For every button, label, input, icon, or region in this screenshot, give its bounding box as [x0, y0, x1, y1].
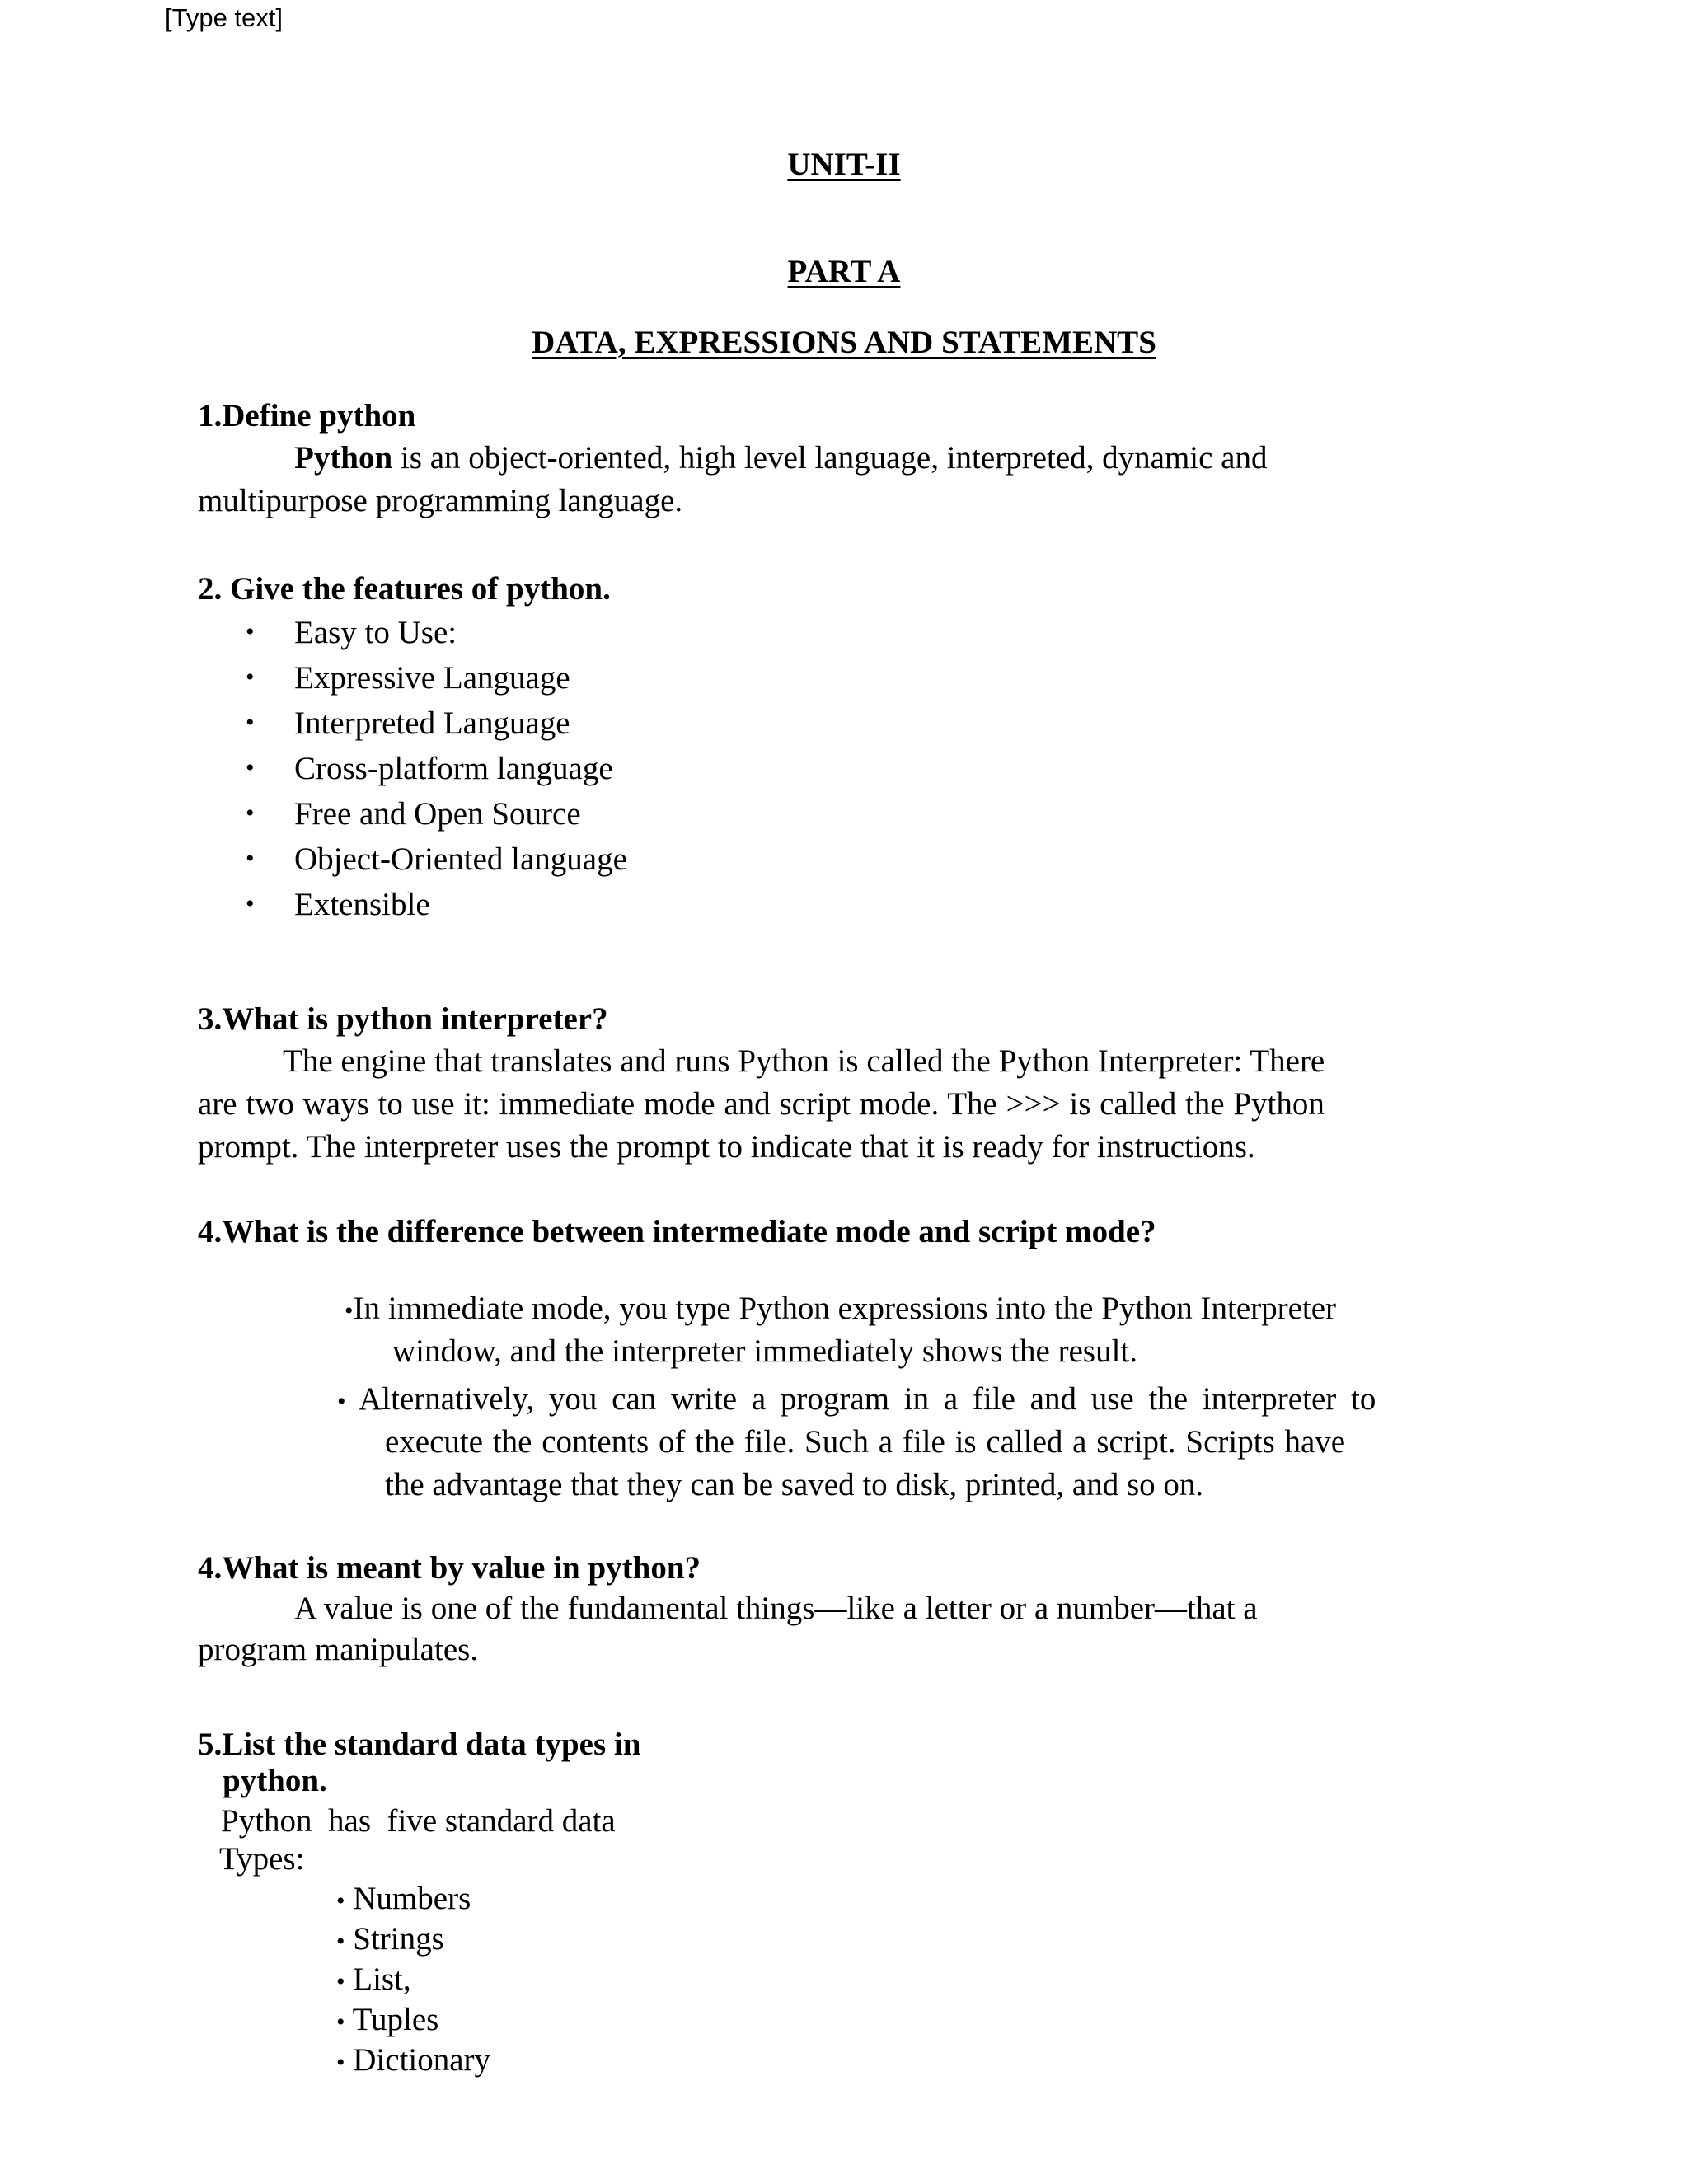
bullet-icon: •	[336, 2049, 345, 2076]
section-title: DATA, EXPRESSIONS AND STATEMENTS	[532, 325, 1156, 360]
list-item	[336, 1960, 411, 2002]
question-1-answer-text-1: is an object-oriented, high level language, interpreted, dynamic and	[392, 440, 1268, 476]
question-4-title: What is the difference between intermediate mode and script mode?	[222, 1214, 1156, 1249]
question-5-title-line-2: python.	[223, 1763, 327, 1798]
feature-item-text: Expressive Language	[294, 660, 570, 696]
unit-title: UNIT-II	[787, 147, 901, 182]
feature-item-text: Easy to Use:	[294, 615, 457, 650]
question-5-intro-line-1: Python has five standard data	[221, 1803, 616, 1839]
immediate-mode-line-1: In immediate mode, you type Python expressions into the Python Interpreter	[353, 1291, 1337, 1326]
question-3-answer-line-1: The engine that translates and runs Python is called the Python Interpreter: There	[283, 1043, 1325, 1079]
bullet-icon: •	[246, 709, 255, 736]
list-item	[336, 2041, 490, 2083]
question-3-title: What is python interpreter?	[222, 1001, 608, 1037]
question-4b-answer-line-2: program manipulates.	[198, 1632, 479, 1667]
script-mode-line-2: execute the contents of the file. Such a file is called a script. Scripts have	[385, 1424, 1346, 1460]
question-3-answer-line-2: are two ways to use it: immediate mode and script mode. The >>> is called the Python	[198, 1086, 1325, 1122]
data-type-text: Numbers	[353, 1881, 471, 1916]
part-title: PART A	[787, 254, 901, 289]
header-placeholder-text[interactable]: [Type text]	[165, 3, 284, 32]
question-3-number: 3.	[198, 1001, 223, 1037]
bullet-icon: •	[336, 1968, 345, 1995]
question-4b-heading	[198, 1549, 701, 1587]
question-4b-title: What is meant by value in python?	[222, 1550, 701, 1586]
question-4-number: 4.	[198, 1214, 223, 1249]
bullet-icon: •	[246, 663, 255, 691]
bullet-icon: •	[336, 1928, 345, 1955]
bullet-icon: •	[337, 1388, 346, 1415]
bullet-icon: •	[336, 2008, 345, 2036]
question-5-number: 5.	[198, 1727, 223, 1762]
question-5-title-line-1: List the standard data types in	[222, 1727, 641, 1762]
question-3-heading	[198, 1001, 608, 1038]
bullet-icon: •	[246, 618, 255, 645]
list-item	[345, 1287, 1336, 1333]
question-1-heading	[198, 397, 415, 435]
immediate-mode-line-2: window, and the interpreter immediately shows the result.	[392, 1333, 1137, 1369]
question-1-answer-line-2: multipurpose programming language.	[198, 483, 683, 518]
question-1-title: Define python	[222, 398, 416, 434]
question-4b-answer-line-1: A value is one of the fundamental things—like a letter or a number—that a	[294, 1591, 1258, 1626]
feature-item-text: Cross-platform language	[294, 751, 613, 786]
question-4b-number: 4.	[198, 1550, 223, 1586]
script-mode-line-1: Alternatively, you can write a program in a file and use the interpreter to	[359, 1381, 1376, 1417]
bullet-icon: •	[246, 890, 255, 917]
data-type-text: Tuples	[352, 2002, 439, 2037]
script-mode-line-3: the advantage that they can be saved to disk, printed, and so on.	[385, 1467, 1204, 1502]
bullet-icon: •	[246, 754, 255, 781]
data-type-text: List,	[353, 1961, 411, 1997]
question-5-intro-line-2: Types:	[219, 1841, 305, 1877]
question-3-answer-line-3: prompt. The interpreter uses the prompt to indicate that it is ready for instructions.	[198, 1129, 1255, 1165]
feature-item-text: Object-Oriented language	[294, 841, 627, 877]
bullet-icon: •	[336, 1887, 345, 1915]
question-4-heading	[198, 1213, 1156, 1251]
question-1-answer-line-1	[294, 437, 1268, 480]
question-5-heading	[198, 1726, 640, 1764]
list-item	[337, 1378, 1376, 1423]
list-item	[336, 1879, 471, 1921]
bullet-icon: •	[246, 799, 255, 827]
data-type-text: Strings	[353, 1921, 444, 1957]
data-type-text: Dictionary	[353, 2042, 491, 2078]
list-item	[336, 1919, 444, 1961]
feature-item-text: Extensible	[294, 887, 430, 922]
question-1-number: 1.	[198, 398, 223, 434]
python-term: Python	[294, 440, 393, 476]
bullet-icon: •	[345, 1297, 354, 1324]
feature-item-text: Interpreted Language	[294, 705, 570, 741]
question-2-heading: 2. Give the features of python.	[198, 571, 611, 607]
bullet-icon: •	[246, 845, 255, 872]
feature-item-text: Free and Open Source	[294, 796, 581, 832]
list-item	[336, 2000, 438, 2042]
